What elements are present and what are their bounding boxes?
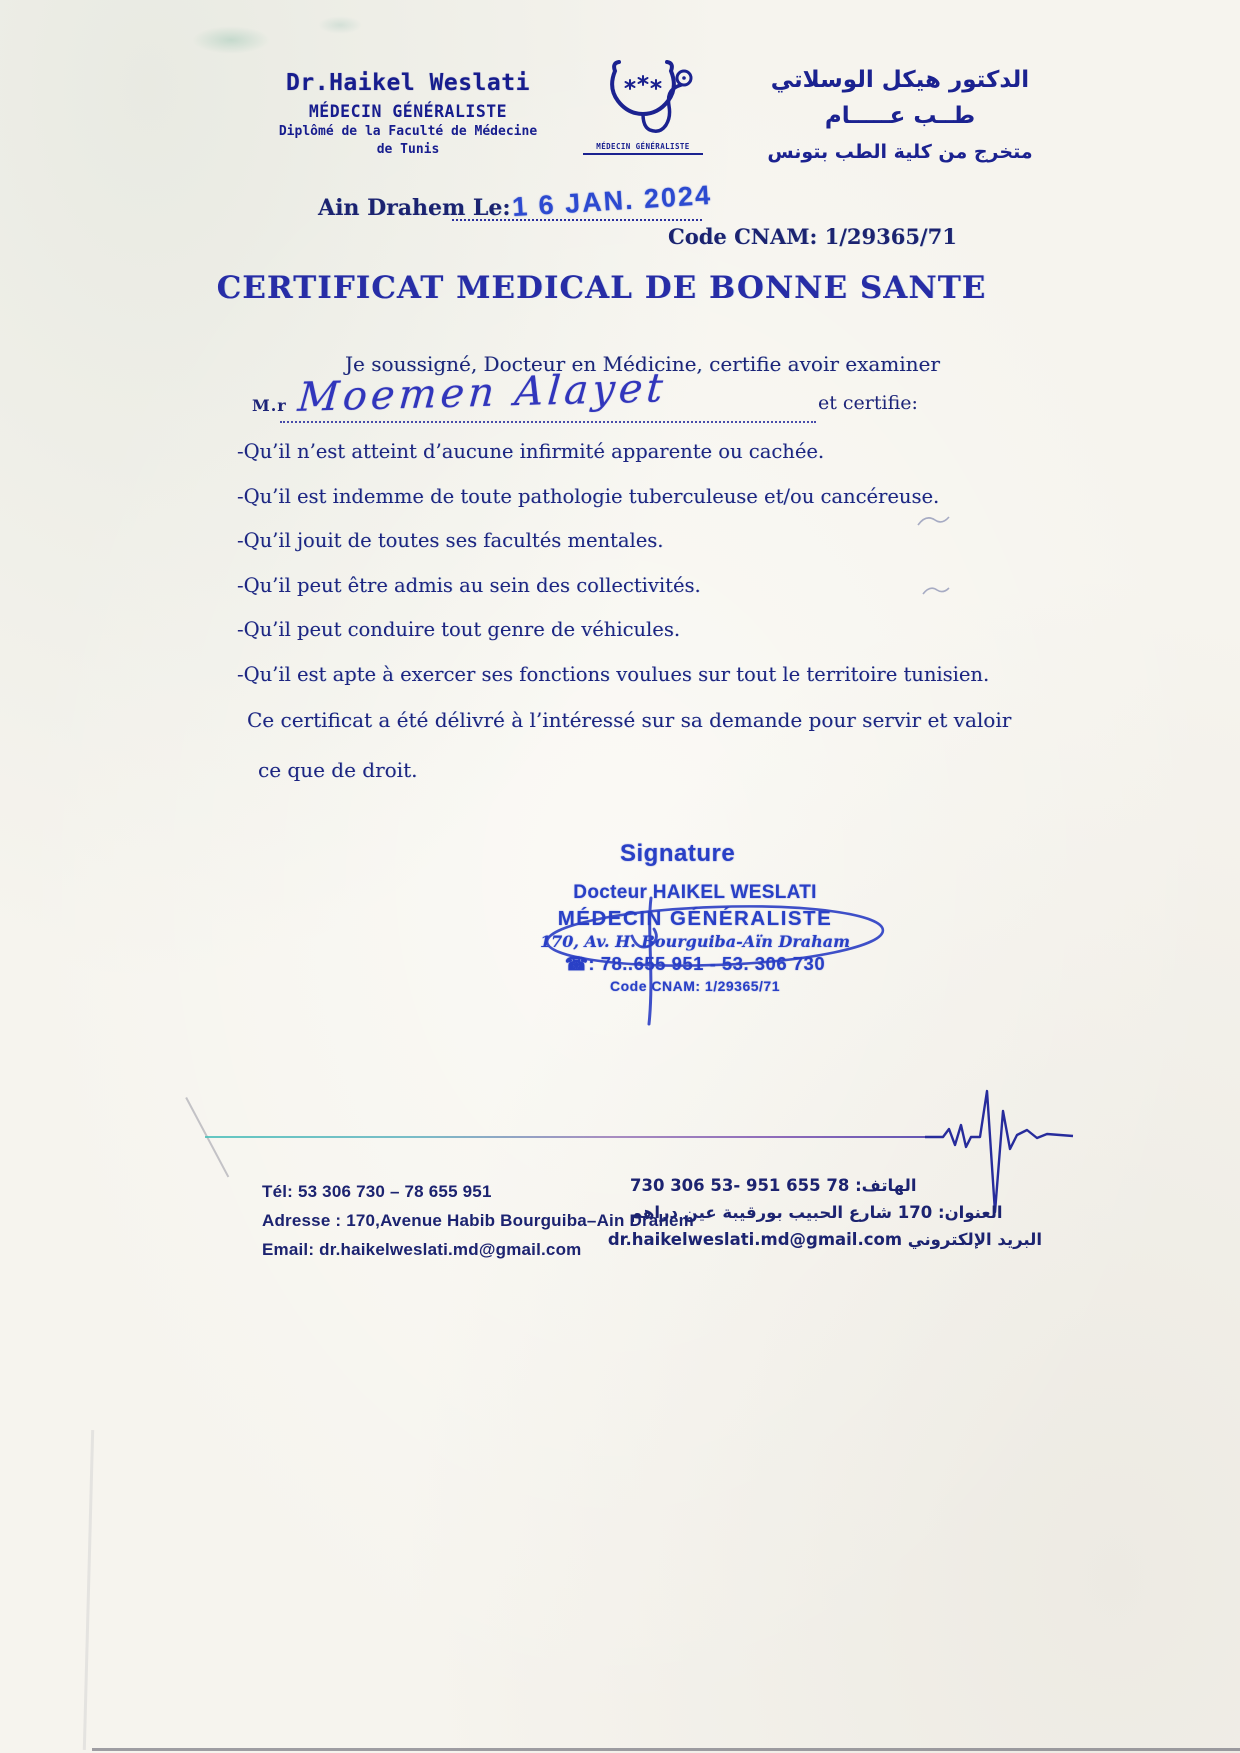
handwritten-patient-name: Moemen Alayet [296,365,669,421]
doctor-diploma-line2: de Tunis [376,142,440,157]
footer-tel: Tél: 53 306 730 – 78 655 951 [262,1182,492,1201]
arabic-diploma: متخرج من كلية الطب بتونس [767,141,1033,163]
certification-list [237,441,989,708]
list-item: -Qu’il est apte à exercer ses fonctions voulues sur tout le territoire tunisien. [237,662,990,686]
phone-icon: ☎: [564,953,596,974]
footer-arabic-email: البريد الإلكتروني dr.haikelweslati.md@gmail.com [607,1230,1042,1249]
list-item: -Qu’il est indemme de toute pathologie tuberculeuse et/ou cancéreuse. [237,484,940,508]
date-stamp: 1 6 JAN. 2024 [511,179,713,223]
footer-contact-arabic [607,1172,1042,1253]
stethoscope-icon [587,55,699,139]
doctor-diploma-line1: Diplômé de la Faculté de Médecine [278,124,538,139]
footer-arabic-address: العنوان: 170 شارع الحبيب بورقيبة عين دراهم [630,1203,1003,1222]
logo-caption: MÉDECIN GÉNÉRALISTE [583,142,703,155]
closing-line-1: Ce certificat a été délivré à l’intéressé sur sa demande pour servir et valoir [247,708,1012,732]
scan-edge-shadow [83,1430,94,1750]
stamp-doctor-name: Docteur HAIKEL WESLATI [573,882,817,903]
list-item: -Qu’il jouit de toutes ses facultés mentales. [237,529,664,552]
place-date-label: Ain Drahem Le: [318,195,511,221]
scan-smudge [192,26,270,54]
footer-arabic-tel: الهاتف: 78 655 951 -53 306 730 [630,1176,917,1195]
scan-edge-line [92,1748,1240,1751]
footer-email: Email: dr.haikelweslati.md@gmail.com [262,1240,582,1259]
stamp-phone-numbers: 78..655 951 - 53. 306 730 [600,953,826,974]
stamp-code-cnam: Code CNAM: 1/29365/71 [609,978,780,994]
doctor-header [268,70,548,157]
scan-smudge [318,16,362,34]
arabic-specialty: طــب عـــــام [824,103,976,129]
handwritten-signature [520,888,900,1033]
list-item: -Qu’il peut être admis au sein des collectivités. [237,573,701,597]
doctor-name: Dr.Haikel Weslati [286,70,530,96]
doctor-header-arabic [720,62,1080,170]
arabic-doctor-name: الدكتور هيكل الوسلاتي [770,67,1030,93]
name-suffix: et certifie: [818,392,918,414]
stamp-specialty: MÉDECIN GÉNÉRALISTE [557,907,833,930]
dotted-leader [280,421,816,423]
name-prefix: M.r [252,396,287,415]
list-item: -Qu’il peut conduire tout genre de véhicules. [237,618,681,641]
list-item: -Qu’il n’est atteint d’aucune infirmité apparente ou cachée. [237,440,825,463]
doctor-specialty: MÉDECIN GÉNÉRALISTE [308,102,508,121]
certificate-title: CERTIFICAT MEDICAL DE BONNE SANTE [216,270,987,306]
closing-line-2: ce que de droit. [258,758,418,782]
signature-label: Signature [620,840,736,867]
code-cnam: Code CNAM: 1/29365/71 [668,224,957,249]
footer-divider-line [205,1136,943,1138]
footer-address: Adresse : 170,Avenue Habib Bourguiba–Ain Drahem [262,1211,694,1230]
intro-sentence: Je soussigné, Docteur en Médicine, certifie avoir examiner [345,352,940,376]
clinic-logo [583,55,703,155]
dotted-leader [452,219,702,221]
stamp-address: 170, Av. H. Bourguiba-Aïn Draham [540,932,851,951]
